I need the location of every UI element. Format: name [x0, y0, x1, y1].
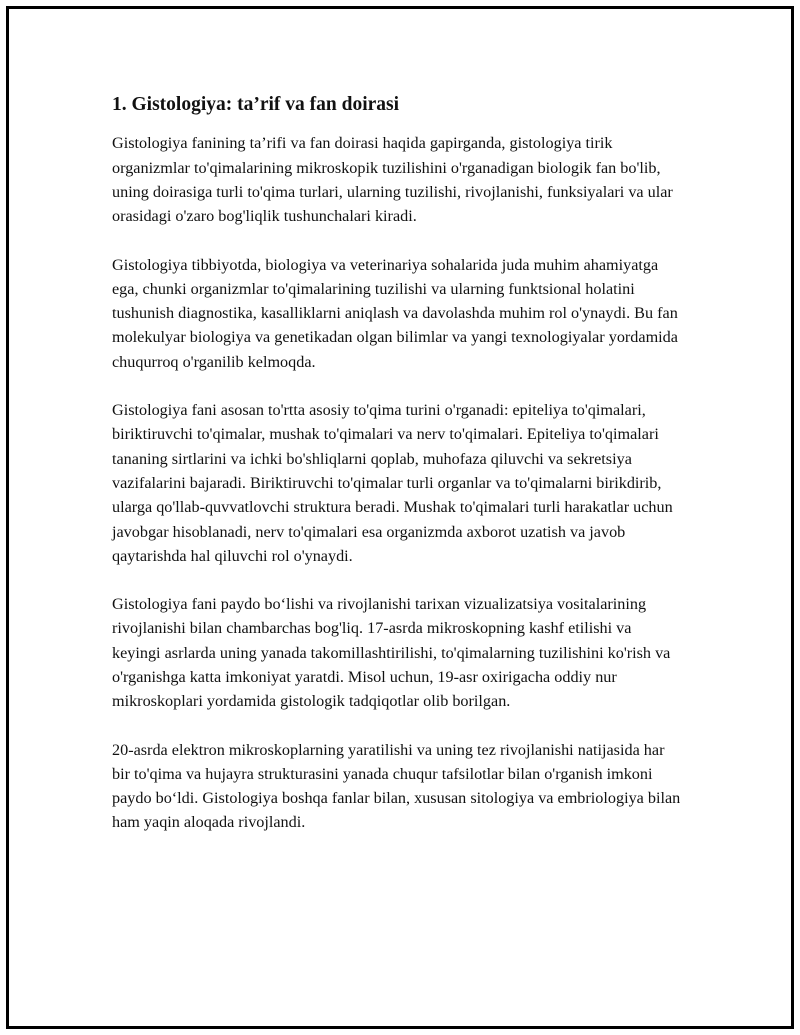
- section-title: 1. Gistologiya: ta’rif va fan doirasi: [112, 94, 400, 115]
- paragraph-definition: Gistologiya fanining ta’rifi va fan doirasi haqida gapirganda, gistologiya tirik organizmlar to'qimalarining mikroskopik tuzilishini o'rganadigan biologik fan bo'lib, uning doirasiga turli to'qima turlari, ularning tuzilishi, rivojlanishi, funksiyalari va ular orasidagi o'zaro bog'liqlik tushunchalari kiradi.: [112, 134, 673, 226]
- paragraph-electron-microscopy: 20-asrda elektron mikroskoplarning yaratilishi va uning tez rivojlanishi natijasida har bir to'qima va hujayra strukturasini yanada chuqur tafsilotlar bilan o'rganish imkoni paydo bo‘ldi. Gistologiya boshqa fanlar bilan, xususan sitologiya va embriologiya bilan ham yaqin aloqada rivojlandi.: [112, 740, 681, 832]
- paragraph-tissue-types: Gistologiya fani asosan to'rtta asosiy to'qima turini o'rganadi: epiteliya to'qimalari, biriktiruvchi to'qimalar, mushak to'qimalari va nerv to'qimalari. Epiteliya to'qimalari tananing sirtlarini va ichki bo'shliqlarni qoplab, muhofaza qiluvchi va sekretsiya vazifalarini bajaradi. Biriktiruvchi to'qimalar turli organlar va to'qimalarni birikdirib, ularga qo'llab-quvvatlovchi struktura beradi. Mushak to'qimalari turli harakatlar uchun javobgar hisoblanadi, nerv to'qimalari esa organizmda axborot uzatish va javob qaytarishda hal qiluvchi rol o'ynaydi.: [112, 401, 673, 565]
- paragraph-history: Gistologiya fani paydo bo‘lishi va rivojlanishi tarixan vizualizatsiya vositalarining rivojlanishi bilan chambarchas bog'liq. 17-asrda mikroskopning kashf etilishi va keyingi asrlarda uning yanada takomillashtirilishi, to'qimalarning tuzilishini ko'rish va o'rganishga katta imkoniyat yaratdi. Misol uchun, 19-asr oxirigacha oddiy nur mikroskoplari yordamida gistologik tadqiqotlar olib borilgan.: [112, 595, 671, 711]
- paragraph-importance: Gistologiya tibbiyotda, biologiya va veterinariya sohalarida juda muhim ahamiyatga ega, chunki organizmlar to'qimalarining tuzilishi va ularning funktsional holatini tushunish diagnostika, kasalliklarni aniqlash va davolashda muhim rol o'ynaydi. Bu fan molekulyar biologiya va genetikadan olgan bilimlar va yangi texnologiyalar yordamida chuqurroq o'rganilib kelmoqda.: [112, 255, 678, 371]
- document-body: [112, 92, 682, 859]
